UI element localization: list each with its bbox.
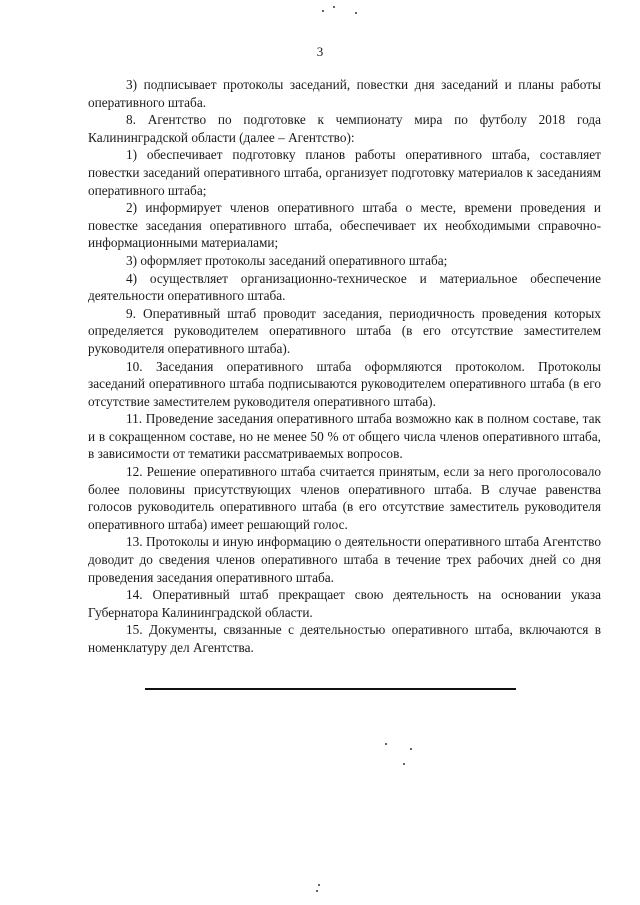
paragraph-14-termination: 14. Оперативный штаб прекращает свою деятельность на основании указа Губернатора Калининградской области. (88, 587, 601, 620)
paragraph-9-meetings: 9. Оперативный штаб проводит заседания, периодичность проведения которых определяется руководителем оперативного штаба (в его отсутствие заместителем руководителя оперативного штаба). (88, 305, 601, 356)
paragraph-8-2-informs: 2) информирует членов оперативного штаба о месте, времени проведения и повестке заседания оперативного штаба, обеспечивает их необходимыми справочно-информационными материалами; (88, 200, 601, 251)
closing-rule (145, 688, 516, 690)
document-body (88, 76, 601, 657)
page-number: 3 (316, 44, 324, 59)
scan-speck (385, 743, 387, 745)
paragraph-10-protocol: 10. Заседания оперативного штаба оформляются протоколом. Протоколы заседаний оперативного штаба подписываются руководителем оперативного штаба (в его отсутствие заместителем руководителя оперативного штаба). (88, 358, 601, 409)
scan-speck (333, 6, 335, 8)
paragraph-12-decision: 12. Решение оперативного штаба считается принятым, если за него проголосовало более половины присутствующих членов оперативного штаба. В случае равенства голосов руководитель оперативного штаба (в его отсутствие заместитель руководителя оперативного штаба) имеет решающий голос. (88, 464, 601, 532)
scan-speck (322, 10, 324, 12)
paragraph-8-3-protocols: 3) оформляет протоколы заседаний оперативного штаба; (126, 252, 448, 268)
paragraph-11-quorum: 11. Проведение заседания оперативного штаба возможно как в полном составе, так и в сокращенном составе, но не менее 50 % от общего числа членов оперативного штаба, в зависимости от тематики рассматриваемых вопросов. (88, 411, 601, 462)
paragraph-15-documents: 15. Документы, связанные с деятельностью оперативного штаба, включаются в номенклатуру дел Агентства. (88, 622, 601, 655)
scan-speck (318, 884, 320, 886)
scan-speck (355, 12, 357, 14)
scan-speck (403, 763, 405, 765)
paragraph-8-1-plans: 1) обеспечивает подготовку планов работы оперативного штаба, составляет повестки заседаний оперативного штаба, организует подготовку материалов к заседаниям оперативного штаба; (88, 147, 601, 198)
paragraph-8-4-support: 4) осуществляет организационно-техническое и материальное обеспечение деятельности оперативного штаба. (88, 270, 601, 304)
scan-speck (410, 748, 412, 750)
scan-speck (316, 890, 318, 892)
paragraph-3-signs-protocols: 3) подписывает протоколы заседаний, повестки дня заседаний и планы работы оперативного штаба. (88, 77, 601, 110)
paragraph-8-agency: 8. Агентство по подготовке к чемпионату мира по футболу 2018 года Калининградской области (далее – Агентство): (88, 112, 601, 145)
paragraph-13-information: 13. Протоколы и иную информацию о деятельности оперативного штаба Агентство доводит до сведения членов оперативного штаба в течение трех рабочих дней со дня проведения заседания оперативного штаба. (88, 534, 601, 585)
